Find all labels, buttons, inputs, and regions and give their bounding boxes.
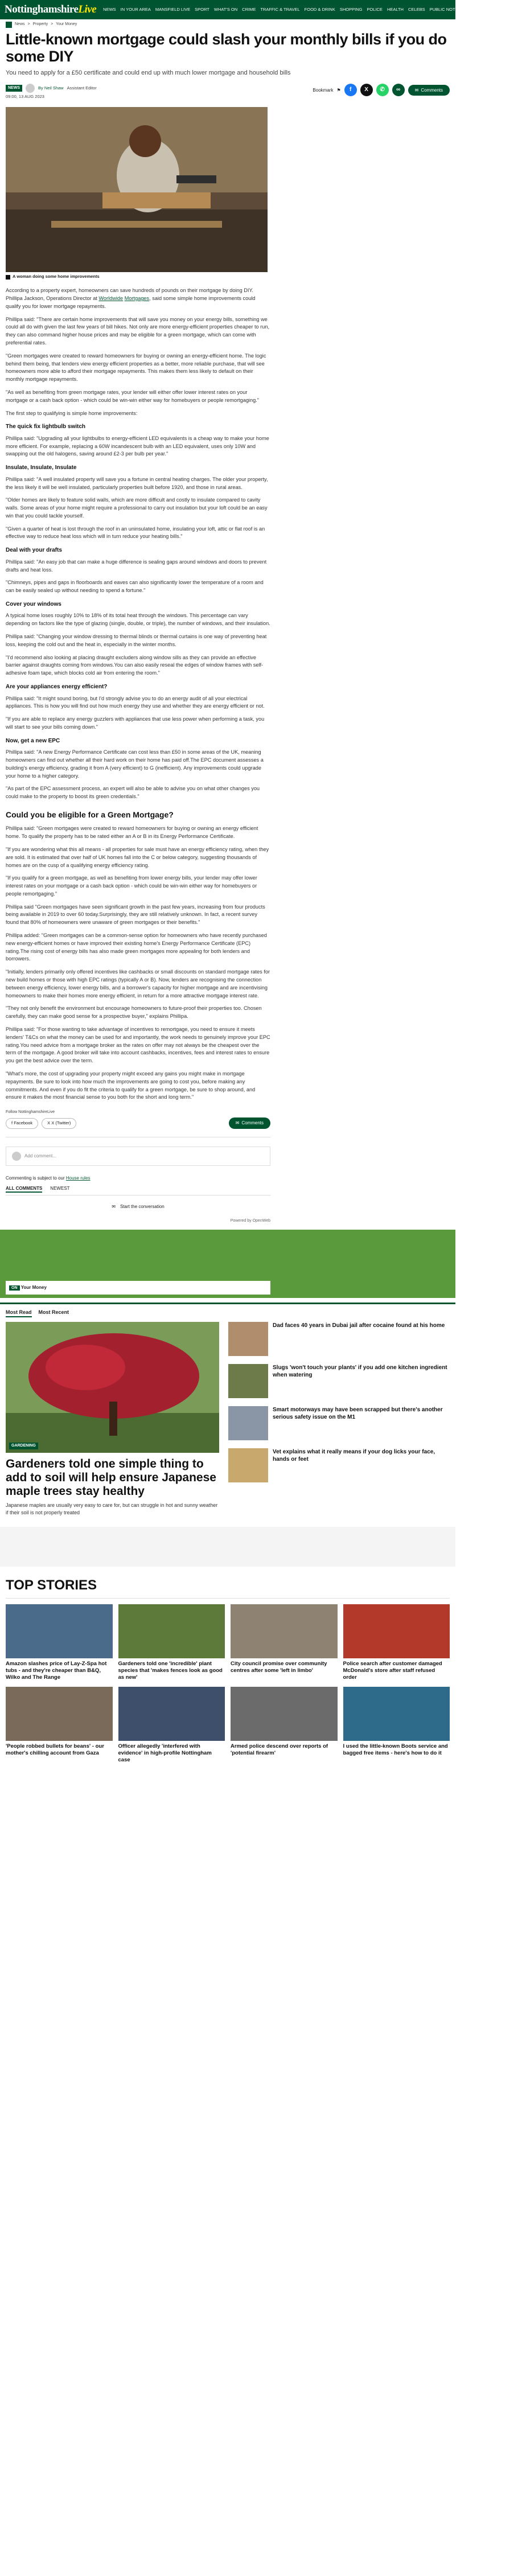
paragraph: Phillipa said: "A well insulated property will save you a fortune in central heating charges. The older your property, the less likely it will be well insulated, particularly properties built before 1920, and those in rural areas. (6, 476, 268, 490)
site-logo[interactable]: NottinghamshireLive (5, 3, 97, 16)
your-money-box[interactable]: ON Your Money (6, 1281, 270, 1295)
story-thumbnail (228, 1322, 268, 1356)
story-card[interactable]: City council promise over community centres after some 'left in limbo' (231, 1604, 338, 1681)
list-item[interactable]: Vet explains what it really means if your dog licks your face, hands or feet (228, 1448, 450, 1482)
comment-icon: ✉ (414, 87, 419, 93)
author-link[interactable]: By Neil Shaw (38, 85, 64, 91)
nav-item[interactable]: IN YOUR AREA (120, 6, 151, 12)
site-header (0, 0, 525, 19)
breadcrumb-item[interactable]: Property (32, 22, 48, 26)
follow-label: Follow NottinghamshireLive (6, 1110, 55, 1115)
image-caption: A woman doing some home improvements (6, 274, 450, 280)
nav-item[interactable]: PROPERTY (470, 6, 494, 12)
comments-section (6, 1137, 270, 1224)
facebook-icon: f (11, 1120, 13, 1125)
ad-slot (0, 1527, 455, 1567)
article-standfirst: You need to apply for a £50 certificate and could end up with much lower mortgage and household bills (6, 69, 291, 77)
nav-item[interactable]: JOBS (498, 6, 509, 12)
whatsapp-icon[interactable]: ✆ (376, 84, 389, 96)
nav-item[interactable]: CELEBS (408, 6, 425, 12)
house-rules-link[interactable]: House rules (65, 1175, 91, 1181)
paragraph: Phillipa said: "An easy job that can make a huge difference is sealing gaps around windows and doors to prevent drafts and heat loss. (6, 558, 267, 573)
top-stories-title: TOP STORIES (6, 1576, 450, 1599)
paragraph: Phillipa said: "Changing your window dressing to thermal blinds or thermal curtains is one way of preventing heat loss, keeping the cold out and the heat in, especially in the winter months. (6, 634, 267, 647)
article-body (6, 287, 270, 1129)
search-icon[interactable]: ⚲ (510, 6, 515, 13)
story-card[interactable]: Officer allegedly 'interfered with evidence' in high-profile Nottingham case (118, 1687, 225, 1764)
chat-icon: ✉ (112, 1204, 116, 1210)
subheading: Deal with your drafts (6, 547, 62, 554)
user-avatar (12, 1152, 21, 1161)
paragraph: The first step to qualifying is simple home improvements: (6, 410, 138, 416)
paragraph: "Chimneys, pipes and gaps in floorboards and eaves can also significantly lower the temperature of a room and can be easily sealed up without needing to spend a fortune." (6, 580, 264, 594)
paragraph: "I'd recommend also looking at placing draught excluders along window sills as they can provide an effective barrier against draughts coming from windows.You can also easily reseal the edges of window frames with self-adhesive foam tape, which blocks cold air from entering the room." (6, 654, 264, 676)
paragraph: "They not only benefit the environment but encourage homeowners to future-proof their properties too. Chosen carefully, they can make good sense for a prospective buyer," explains Phillipa. (6, 1005, 262, 1020)
story-thumbnail (343, 1687, 450, 1741)
paragraph: Phillipa added: "Green mortgages can be a common-sense option for homeowners who have recently purchased new energy-efficient homes or have improved their existing home's Energy Performance Certificate (EPC) rating.The rising cost of energy bills has also made green mortgages more appealing for both lenders and borrowers. (6, 932, 267, 962)
story-thumbnail (118, 1687, 225, 1741)
author-role: Assistant Editor (67, 85, 97, 91)
breadcrumb-item[interactable]: Your Money (56, 22, 77, 26)
inline-link[interactable]: Worldwide (98, 295, 124, 301)
paragraph: Phillipa said: "A new Energy Performance Certificate can cost less than £50 in some areas of the UK, meaning homeowners can find out whether all their hard work on their home has paid off.The EPC document assesses a building's energy efficiency, grading it from A (very efficient) to G (inefficient). Any improvements could upgrade your home to a higher category. (6, 749, 264, 779)
your-money-band (0, 1230, 455, 1298)
tab-most-read[interactable]: Most Read (6, 1309, 32, 1317)
tab-most-recent[interactable]: Most Recent (38, 1309, 69, 1315)
article-headline: Little-known mortgage could slash your monthly bills if you do some DIY (6, 31, 447, 65)
story-thumbnail (228, 1364, 268, 1398)
nav-item[interactable]: TRAFFIC & TRAVEL (260, 6, 300, 12)
story-card[interactable]: Armed police descend over reports of 'potential firearm' (231, 1687, 338, 1764)
story-thumbnail (228, 1448, 268, 1482)
camera-icon (6, 275, 10, 280)
paragraph: "If you are wondering what this all means - all properties for sale must have an energy efficiency rating, when they are sold. It is estimated that over half of UK homes fall into the C or below category, suggesting thousands of homes are on the cusp of a qualifying energy efficiency rating. (6, 846, 269, 868)
nav-item[interactable]: HEALTH (387, 6, 404, 12)
nav-item[interactable]: MANSFIELD LIVE (155, 6, 191, 12)
facebook-follow-button[interactable]: f Facebook (6, 1118, 38, 1129)
subheading: Are your appliances energy efficient? (6, 684, 108, 691)
story-card[interactable]: Police search after customer damaged McDonald's store after staff refused order (343, 1604, 450, 1681)
paragraph: "Older homes are likely to feature solid walls, which are more difficult and costly to insulate compared to cavity walls. Some areas of your home might require a professional to carry out insulation but your loft could be an easy win that you could tackle yourself. (6, 497, 268, 519)
paragraph: Phillipa said: "Upgrading all your lightbulbs to energy-efficient LED equivalents is a cheap way to make your home more efficient. For example, replacing a 60W incandescent bulb with an LED equivalent, uses only 10W and swapping out the old halogens, saving around £2-3 per bulb per year." (6, 435, 269, 457)
list-item[interactable]: Slugs 'won't touch your plants' if you add one kitchen ingredient when watering (228, 1364, 450, 1398)
bookmark-icon[interactable]: ⚑ (336, 87, 341, 93)
nav-item[interactable]: WHAT'S ON (213, 6, 238, 12)
paragraph: Phillipa said "Green mortgages have seen significant growth in the past few years, increasing from four products being available in 2019 to over 60 today.Surprisingly, they are still relatively unknown. In fact, a recent survey found that 80% of homeowners were unaware of green mortgages or their benefits." (6, 903, 265, 926)
comments-button[interactable]: ✉ Comments (408, 85, 450, 96)
section-heading: Could you be eligible for a Green Mortgage? (6, 810, 174, 820)
tab-newest[interactable]: NEWEST (50, 1185, 70, 1191)
nav-item[interactable]: PUBLIC NOTICES (429, 6, 466, 12)
story-thumbnail (231, 1687, 338, 1741)
paragraph: Phillipa said: "There are certain home improvements that will save you money on your energy bills, something we could all do with given the last few years of bill hikes. Not only are more energy-efficient properties cheaper to run, they can also command higher house prices and may be eligible for a green mortgage, which can come with preferential rates. (6, 316, 270, 346)
paragraph: "If you are able to replace any energy guzzlers with appliances that use less power when performing a task, you will start to see your bills coming down." (6, 716, 265, 730)
share-bar (313, 84, 450, 96)
paragraph: Phillipa said: "It might sound boring, but I'd strongly advise you to do an energy audit of all your electrical appliances. This is how you will find out how much energy they use and whether they are energy efficient or not. (6, 695, 265, 709)
paragraph: "As part of the EPC assessment process, an expert will also be able to advise you on what other changes you could make to the property to boost its green credentials." (6, 786, 260, 800)
comment-icon: ✉ (235, 1120, 240, 1126)
list-item[interactable]: Smart motorways may have been scrapped but there's another serious safety issue on the M1 (228, 1406, 450, 1440)
x-twitter-icon[interactable]: X (360, 84, 373, 96)
most-read-main-story[interactable] (6, 1322, 219, 1517)
news-badge: NEWS (6, 85, 22, 92)
main-story-title[interactable]: Gardeners told one simple thing to add to soil will help ensure Japanese maple trees stay healthy (6, 1457, 216, 1498)
paragraph: "As well as benefiting from green mortgage rates, your lender will either offer lower interest rates on your mortgage or a cash back option - which could be win-win either way for homebuyers or people remortgaging." (6, 389, 260, 403)
nav-item[interactable]: CRIME (242, 6, 256, 12)
story-card[interactable]: Gardeners told one 'incredible' plant species that 'makes fences look as good as new' (118, 1604, 225, 1681)
breadcrumb-separator: > (27, 22, 30, 26)
nav-item[interactable]: POLICE (367, 6, 383, 12)
home-icon[interactable] (6, 22, 12, 28)
story-card[interactable]: I used the little-known Boots service and bagged free items - here's how to do it (343, 1687, 450, 1764)
hero-image (6, 107, 268, 272)
paragraph: "Given a quarter of heat is lost through the roof in an uninsulated home, insulating your loft, attic or flat roof is an effective way to reduce heat loss which will in turn reduce your heating bills." (6, 525, 265, 540)
main-nav (103, 7, 509, 13)
powered-by: Powered by OpenWeb (230, 1218, 270, 1223)
story-card[interactable]: Amazon slashes price of Lay-Z-Spa hot tubs - and they're cheaper than B&Q, Wilko and The Range (6, 1604, 113, 1681)
subheading: The quick fix lightbulb switch (6, 424, 86, 430)
comment-input[interactable]: Add comment... (6, 1147, 270, 1166)
menu-icon[interactable]: ☰ (520, 6, 525, 13)
story-card[interactable]: 'People robbed bullets for beans' - our mother's chilling account from Gaza (6, 1687, 113, 1764)
hero-illustration (6, 107, 268, 272)
story-thumbnail (228, 1406, 268, 1440)
paragraph: "Initially, lenders primarily only offered incentives like cashbacks or small discounts on standard mortgage rates for new build homes or those with high EPC ratings (typically A or B). Now, lenders are recognising the connection between energy efficiency, lower energy bills, and a borrower's capacity for higher mortgage and are incentivising homeowners to make their homes more energy efficient, in return for a more attractive mortgage interest rate. (6, 969, 270, 999)
article-date: 09:00, 13 AUG 2023 (6, 94, 44, 100)
breadcrumb-separator: > (51, 22, 54, 26)
paragraph: Phillipa said: "Green mortgages were created to reward homeowners for buying or owning an energy efficient home. To qualify the property has to be rated either an A or B in its Energy Performance Certificate. (6, 825, 258, 840)
paragraph: "If you qualify for a green mortgage, as well as benefiting from lower energy bills, your lender may offer lower interest rates on your mortgage or a cash back option - which could be win-win either way for homebuyers or people remortgaging." (6, 875, 257, 897)
comment-tabs (6, 1185, 270, 1196)
most-read-section (0, 1303, 455, 1522)
paragraph: "Green mortgages were created to reward homeowners for buying or owning an energy-efficient home. The logic behind them being, that lenders view energy efficient properties as a better, more reliable purchase, that will see homeowners more able to afford their mortgage repayments. This makes them less likely to default on their monthly mortgage repayments. (6, 352, 266, 383)
author-avatar (26, 84, 35, 93)
most-read-list (228, 1322, 450, 1517)
x-twitter-icon: X (47, 1120, 51, 1125)
paragraph: "What's more, the cost of upgrading your property might exceed any gains you might make in mortgage repayments. Be sure to look into how much the improvements are going to cost you, before making any commitments. And even if you do fit the criteria to qualify for a green mortgage, be sure to shop around, and ensure it makes the most financial sense to you both for the short and long term." (6, 1071, 256, 1100)
category-badge: GARDENING (9, 1443, 38, 1449)
article-page (0, 31, 455, 1224)
subheading: Insulate, Insulate, Insulate (6, 465, 77, 471)
story-thumbnail (6, 1604, 113, 1658)
nav-item[interactable]: FOOD & DRINK (304, 6, 335, 12)
comments-button-bottom[interactable]: ✉ Comments (229, 1118, 270, 1129)
follow-bar (6, 1118, 270, 1129)
story-thumbnail (6, 1687, 113, 1741)
nav-item[interactable]: SHOPPING (339, 6, 363, 12)
twitter-follow-button[interactable]: X X (Twitter) (42, 1118, 76, 1129)
breadcrumb-item[interactable]: News (15, 22, 25, 26)
story-thumbnail (118, 1604, 225, 1658)
start-conversation[interactable]: ✉ Start the conversation (112, 1204, 165, 1210)
inline-link[interactable]: Mortgages (124, 295, 150, 301)
paragraph: According to a property expert, homeowners can save hundreds of pounds on their mortgage by doing DIY. Phillipa Jackson, Operations Director at Worldwide Mortgages, said some simple home improvements could qualify you for lower mortgage repayments. (6, 287, 256, 309)
top-stories-section (0, 1572, 455, 1774)
main-story-image (6, 1322, 219, 1453)
story-thumbnail (343, 1604, 450, 1658)
facebook-icon[interactable]: f (344, 84, 357, 96)
subheading: Cover your windows (6, 601, 61, 607)
tab-all-comments[interactable]: ALL COMMENTS (6, 1185, 42, 1193)
maple-tree-illustration (6, 1322, 219, 1453)
main-story-text: Japanese maples are usually very easy to care for, but can struggle in hot and sunny weather if their soil is not properly treated (6, 1502, 218, 1516)
nav-item[interactable]: NEWS (103, 6, 116, 12)
bookmark-button[interactable]: Bookmark (313, 87, 334, 93)
on-badge: ON (9, 1285, 20, 1291)
subheading: Now, get a new EPC (6, 737, 60, 744)
breadcrumb (0, 19, 455, 30)
link-icon[interactable]: ∞ (392, 84, 405, 96)
list-item[interactable]: Dad faces 40 years in Dubai jail after cocaine found at his home (228, 1322, 450, 1356)
paragraph: Phillipa said: "For those wanting to take advantage of incentives to remortgage, you need to ensure it meets lenders' T&Cs on what the money can be used for and importantly, the work needs to genuinely improve your EPC rating.You need advice from a mortgage broker as the rates on offer may not always be the cheapest over the term of the mortgage. A good broker will take into account cashbacks, incentives, fees and interest rates to ensure you get the best advice over the term. (6, 1026, 270, 1064)
paragraph: A typical home loses roughly 10% to 18% of its total heat through the windows. This percentage can vary depending on factors like the type of glazing (single, double, or triple), the number of windows, and their insulation. (6, 613, 270, 627)
story-thumbnail (231, 1604, 338, 1658)
nav-item[interactable]: SPORT (195, 6, 209, 12)
house-rules-notice: Commenting is subject to our House rules (6, 1175, 91, 1181)
